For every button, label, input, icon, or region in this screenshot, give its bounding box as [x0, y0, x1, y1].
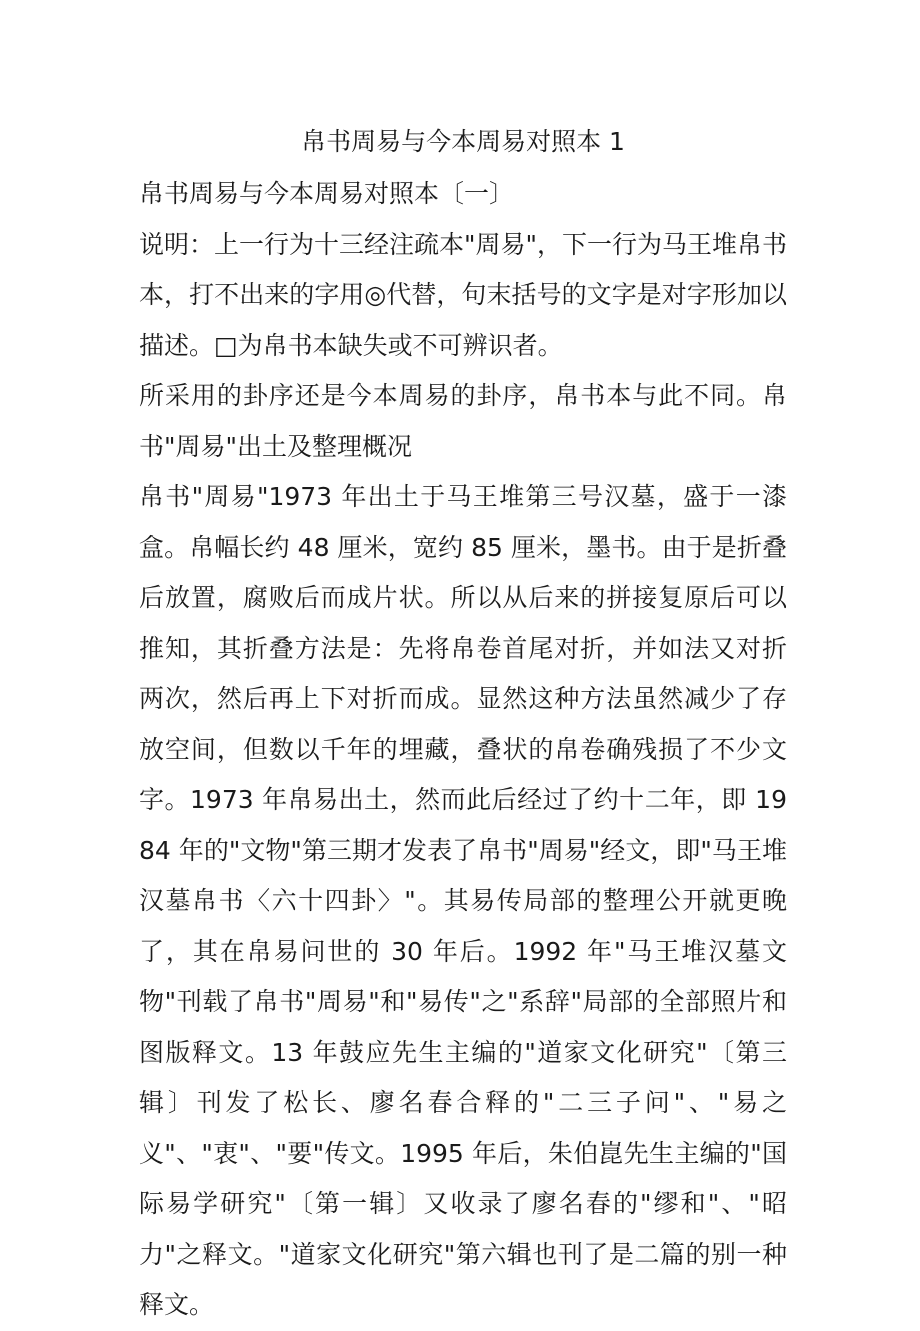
paragraph-order-note: 所采用的卦序还是今本周易的卦序，帛书本与此不同。帛书"周易"出土及整理概况 — [139, 381, 787, 461]
paragraph-excavation-history: 帛书"周易"1973 年出土于马王堆第三号汉墓，盛于一漆盒。帛幅长约 48 厘米，宽约 85 厘米，墨书。由于是折叠后放置，腐败后而成片状。所以从后来的拼接复原后可以推知，其折叠方法是：先将帛卷首尾对折，并如法又对折两次，然后再上下对折而成。显然这种方法虽然减少了存放空间，但数以千年的埋藏，叠状的帛卷确残损了不少文字。1973 年帛易出土，然而此后经过了约十二年，即 1984 年的"文物"第三期才发表了帛书"周易"经文，即"马王堆汉墓帛书〈六十四卦〉"。其易传局部的整理公开就更晚了，其在帛易问世的 30 年后。1992 年"马王堆汉墓文物"刊载了帛书"周易"和"易传"之"系辞"局部的全部照片和图版释文。13 年鼓应先生主编的"道家文化研究"〔第三辑〕刊发了松长、廖名春合释的"二三子问"、"易之义"、"衷"、"要"传文。1995 年后，朱伯崑先生主编的"国际易学研究"〔第一辑〕又收录了廖名春的"缪和"、"昭力"之释文。"道家文化研究"第六辑也刊了是二篇的别一种释文。 — [139, 482, 787, 1319]
paragraph-explanation: 说明：上一行为十三经注疏本"周易"，下一行为马王堆帛书本，打不出来的字用◎代替，句末括号的文字是对字形加以描述。□为帛书本缺失或不可辨识者。 — [139, 229, 788, 360]
document-page — [139, 118, 787, 1331]
paragraph-subtitle: 帛书周易与今本周易对照本〔一〕 — [139, 179, 515, 208]
document-title: 帛书周易与今本周易对照本 1 — [301, 127, 625, 156]
